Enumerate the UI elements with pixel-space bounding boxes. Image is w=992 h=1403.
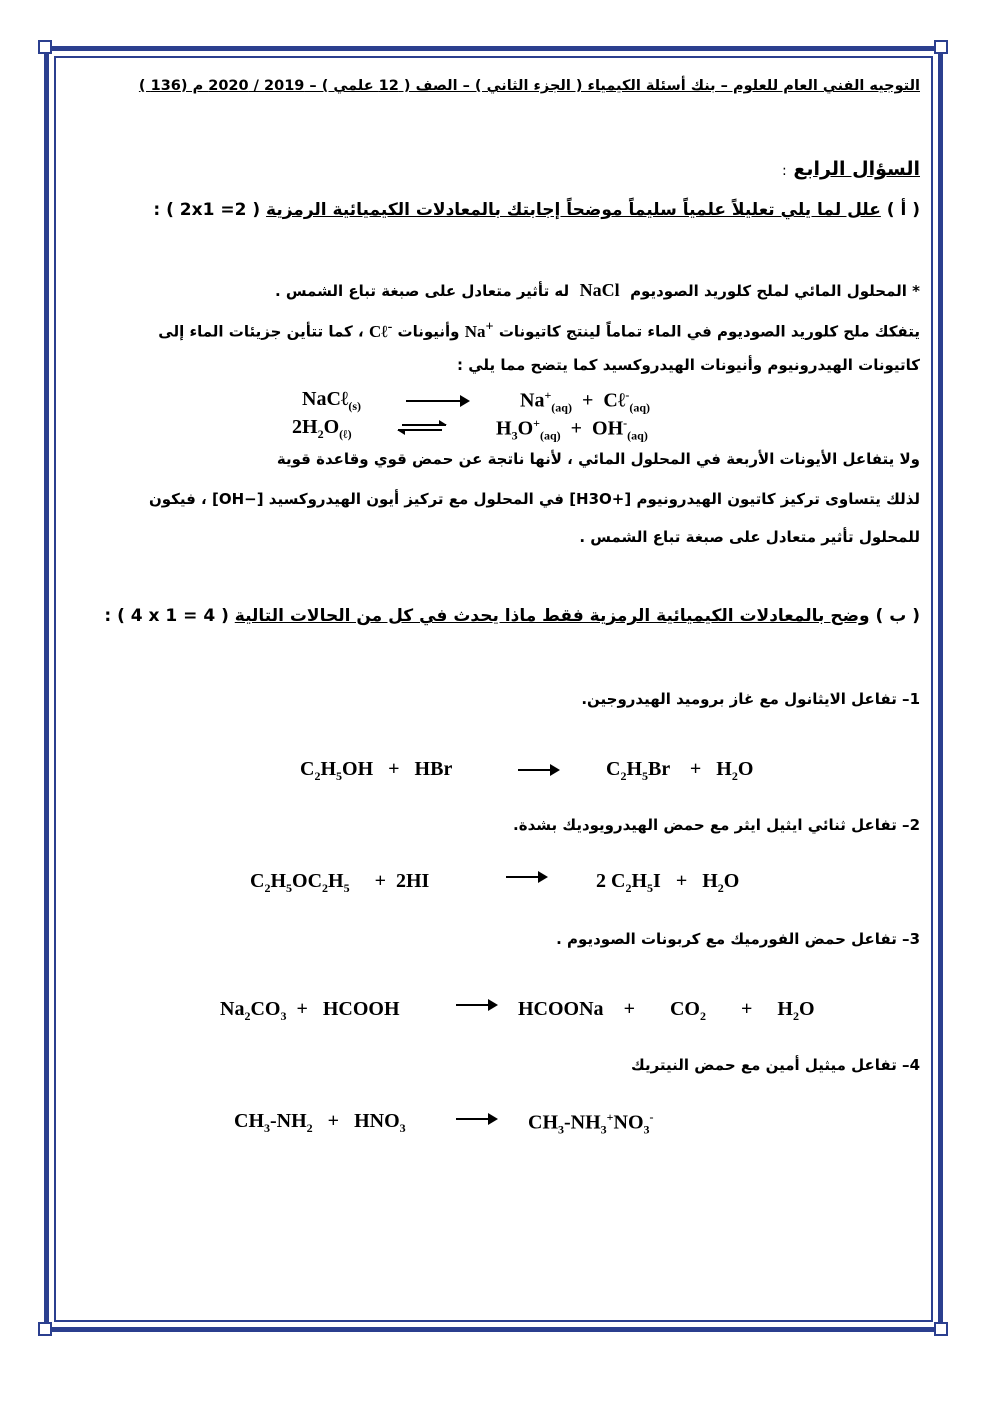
corner-ornament [934,40,948,54]
chem: O [723,870,740,892]
water-o: O [323,416,340,438]
part-b-heading [104,606,920,626]
chem: -NH [564,1111,601,1134]
explain-line-4a: لذلك يتساوى تركيز كاتيون الهيدرونيوم [636,490,920,508]
statement-star: * [912,282,920,300]
ionic-eq2-left [292,416,352,442]
part-b-prefix: ( ب ) [875,606,920,626]
chem: H [626,758,643,780]
corner-ornament [934,1322,948,1336]
chem: CH [528,1111,558,1134]
eq3-reactants [220,998,400,1024]
sub: 5 [336,769,343,783]
statement-text-before: المحلول المائي لملح كلوريد الصوديوم [630,282,907,300]
plus-sign: + [570,417,583,440]
case-3-label: 3– تفاعل حمض الفورميك مع كربونات الصوديوم . [556,930,920,948]
chem: OC [292,870,323,892]
part-a-text: علل لما يلي تعليلاً علمياً سليماً موضحاً إجابتك بالمعادلات الكيميائية الرمزية [266,200,881,220]
explain-line-1b: وأنيونات [397,322,460,341]
plus-sign: + [689,758,702,780]
sub: 3 [558,1122,564,1137]
cl-symbol: Cℓ [368,321,388,341]
sup: - [649,1110,654,1124]
chem: C [300,758,315,780]
sub: 5 [343,881,350,895]
eq2-reactants [250,870,429,896]
ionic-eq1-right [520,388,650,416]
sub: 5 [647,881,654,895]
plus-sign: + [581,389,594,412]
na-charge: + [485,318,494,334]
chem: HNO [354,1110,400,1132]
chem: H [777,998,793,1020]
explain-line-4c: ، فيكون [148,490,207,508]
oh-conc: [OH−] [211,490,264,508]
na-symbol: Na [464,321,486,341]
reaction-arrow [506,876,546,878]
eq2-products [596,870,739,896]
chem: H [320,758,337,780]
cl-sup: - [625,388,630,402]
part-a-heading [153,200,920,220]
chem: CH [234,1110,264,1132]
plus-sign: + [623,998,635,1020]
sub: 3 [600,1122,607,1137]
reaction-arrow [518,769,558,771]
explain-line-5: للمحلول تأثير متعادل على صبغة تباع الشمس . [579,528,920,546]
state-aq: (aq) [629,400,650,415]
sub: 2 [244,1009,251,1023]
question-colon: : [782,163,787,179]
eq1-reactants [300,758,452,784]
chem: Na [220,998,245,1020]
page-border-inner [54,56,933,1322]
explain-line-1 [158,318,920,342]
part-a-prefix: ( أ ) [886,200,920,220]
cl-charge: - [387,318,393,334]
part-a-marks: : ( 2x1 =2 ) [153,200,261,220]
question-title [782,158,920,180]
case-4-label: 4– تفاعل ميثيل أمين مع حمض النيتريك [631,1056,920,1074]
sub: 2 [314,769,321,783]
sub: 5 [642,769,649,783]
explain-line-3: ولا يتفاعل الأيونات الأربعة في المحلول المائي ، لأنها ناتجة عن حمض قوي وقاعدة قوية [276,450,920,468]
plus-sign: + [675,870,688,892]
plus-sign: + [327,1110,340,1132]
state-s: (s) [348,399,362,413]
chem: HBr [414,758,453,780]
corner-ornament [38,1322,52,1336]
page-header: التوجيه الفني العام للعلوم – بنك أسئلة الكيمياء ( الجزء الثاني ) – الصف ( 12 علمي ) – 2019 / 2020 م (136 ) [138,78,920,94]
reaction-arrow [456,1004,496,1006]
explain-line-1c: ، كما تتأين جزيئات الماء إلى [158,322,364,341]
chem: H [716,758,732,780]
chem: C [606,758,621,780]
chem: 2HI [395,870,430,892]
sub: 2 [731,769,738,783]
eq3-products [518,998,815,1024]
eq4-reactants [234,1110,406,1136]
na-ion [464,318,494,341]
reaction-arrow [406,400,468,402]
plus-sign: + [296,998,308,1020]
chem: I [653,870,661,892]
sub: 3 [264,1121,270,1135]
chem: -NH [270,1110,307,1132]
sub: 2 [620,769,627,783]
part-b-text: وضح بالمعادلات الكيميائية الرمزية فقط ماذا يحدث في كل من الحالات التالية [234,606,870,626]
chem: 2 C [596,870,626,892]
h3o-o: O [517,417,534,440]
ionic-eq1-left [302,388,361,414]
sup: + [606,1110,614,1124]
sub: 2 [717,881,724,895]
sub: 2 [264,881,271,895]
nacl-formula: NaCℓ [302,388,349,410]
chem: H [702,870,718,892]
sub: 2 [306,1121,313,1135]
chem: HCOOH [322,998,400,1020]
question-title-text: السؤال الرابع [793,158,920,180]
chem: NO [613,1111,644,1134]
plus-sign: + [388,758,400,780]
oh-sup: - [623,416,628,430]
explain-line-1a: يتفكك ملح كلوريد الصوديوم في الماء تماماً لينتج كاتيونات [498,322,920,341]
reaction-arrow [456,1118,496,1120]
explain-line-2: كاتيونات الهيدرونيوم وأنيونات الهيدروكسيد كما يتضح مما يلي : [456,356,920,374]
na-sup: + [544,388,552,402]
state-l: (ℓ) [339,427,352,441]
h3o-conc: [H3O+] [569,490,632,508]
explain-line-4b: في المحلول مع تركيز أيون الهيدروكسيد [268,490,564,508]
plus-sign: + [740,998,753,1020]
plus-sign: + [374,870,386,892]
chem: Br [648,758,670,780]
state-aq: (aq) [627,428,648,443]
chem: CO [669,998,700,1020]
sub: 3 [280,1009,287,1023]
case-1-label: 1– تفاعل الايثانول مع غاز بروميد الهيدروجين. [581,690,920,708]
chem: H [270,870,287,892]
cl-formula: Cℓ [603,389,626,412]
sub: 2 [625,881,632,895]
state-aq: (aq) [539,428,561,443]
na-formula: Na [520,389,545,412]
state-aq: (aq) [551,400,572,415]
case-2-label: 2– تفاعل ثنائي ايثيل ايثر مع حمض الهيدرويوديك بشدة. [513,816,920,834]
statement-text-after: له تأثير متعادل على صبغة تباع الشمس . [274,282,570,300]
statement-formula: NaCl [579,280,620,300]
sub: 3 [399,1121,406,1135]
h3o-h: H [496,417,512,440]
chem: O [798,998,815,1020]
sub: 2 [699,1009,706,1023]
water-coef-h: 2H [292,416,318,438]
cl-ion [368,318,393,341]
chem: OH [342,758,374,780]
sub: 5 [286,881,293,895]
explain-line-4 [149,490,920,508]
sub: 2 [792,1009,799,1023]
part-b-marks: : ( 4 x 1 = 4 ) [104,606,229,626]
chem: CO [250,998,281,1020]
sub: 3 [643,1122,650,1137]
h3o-sup: + [533,416,540,430]
chem: H [631,870,648,892]
eq1-products [606,758,753,784]
chem: HCOONa [518,998,604,1020]
ionic-eq2-right [496,416,648,444]
corner-ornament [38,40,52,54]
oh-formula: OH [592,417,624,440]
chem: H [328,870,344,892]
statement [275,280,920,301]
sub: 2 [322,881,329,895]
chem: O [737,758,754,780]
sub: 2 [317,427,324,441]
chem: C [250,870,265,892]
eq4-products [528,1110,654,1138]
sub: 3 [511,428,518,443]
equilibrium-arrow [398,421,446,435]
